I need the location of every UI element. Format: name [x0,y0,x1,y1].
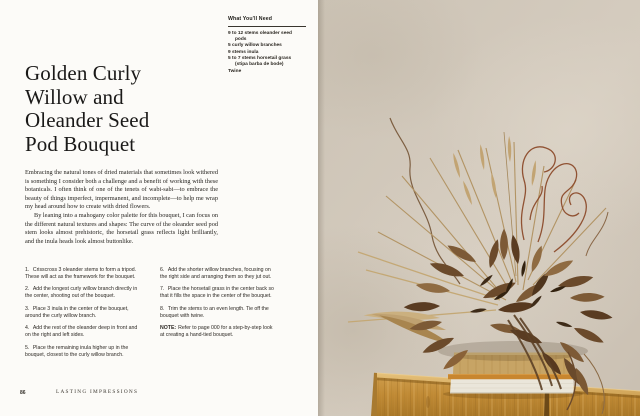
step-text: Add the shorter willow branches, focusing on the right side and arranging them so they jut out. [160,267,272,280]
materials-item: 5 curly willow branches [228,43,282,49]
page-number: 86 [20,390,26,396]
page-title-line: Golden Curly [25,61,142,85]
bouquet-photo [318,0,640,416]
step-item [25,286,142,300]
materials-list [228,16,306,76]
materials-item: 9 to 12 stems oleander seed pods [228,30,292,42]
step-item [160,286,277,300]
step-item [160,306,277,320]
left-page [0,0,318,416]
materials-item: Twine [228,69,242,75]
step-number: 6. [160,267,165,273]
step-number: 3. [25,305,30,312]
step-text: Place the horsetail grass in the center back so that it fills the space in the center of the bouquet. [160,286,274,300]
intro-paragraph-2: By leaning into a mahogany color palette for this bouquet, I can focus on the different natural textures and shapes: The curve of the oleander seed pod stem looks almost prehistoric, the horsetail grass reflects light brilliantly, and the inula heads look almost buttonlike. [25,211,218,245]
step-number: 7. [160,286,165,293]
photo-page [318,0,640,416]
steps-column-left [25,267,142,364]
step-number: 5. [25,344,30,351]
note-text: Refer to page 000 for a step-by-step look at creating a hand-tied bouquet. [160,325,273,339]
step-item [25,267,142,281]
instruction-steps [25,267,277,364]
step-item [160,267,277,281]
steps-right-list [160,267,277,320]
step-number: 2. [25,286,30,293]
intro-text [25,169,218,246]
step-text: Add the longest curly willow branch directly in the center, shooting out of the bouquet. [25,286,138,300]
step-item [25,325,142,339]
materials-item: 9 stems inula [228,49,259,55]
materials-item: 5 to 7 stems horsetail grass (stipa barba de bode) [228,56,292,68]
page-title-line: Oleander Seed [25,108,150,132]
step-number: 8. [160,305,165,312]
step-item [25,306,142,320]
note [160,325,277,339]
steps-column-right [160,267,277,364]
step-text: Trim the stems to an even length. Tie off the bouquet with twine. [160,305,269,319]
step-item [25,345,142,359]
step-number: 4. [25,325,30,332]
materials-items [228,31,306,76]
step-number: 1. [25,267,30,273]
page-title [25,62,235,156]
note-label: NOTE: [160,325,177,332]
step-text: Crisscross 3 oleander stems to form a tripod. These will act as the framework for the bouquet. [25,267,137,280]
step-text: Place the remaining inula higher up in the bouquet, closest to the curly willow branch. [25,344,129,358]
step-text: Place 3 inula in the center of the bouquet, around the curly willow branch. [25,305,129,319]
page-title-line: Pod Bouquet [25,131,136,156]
page-title-line: Willow and [25,84,124,109]
running-title: LASTING IMPRESSIONS [56,389,139,395]
materials-heading: What You'll Need [228,16,306,27]
step-text: Add the rest of the oleander deep in front and on the right and left sides. [25,325,138,339]
intro-paragraph-1: Embracing the natural tones of dried materials that sometimes look withered is something I consider both a challenge and a benefit of working with these botanicals. I often think of one of the tenets of wabi-sabi—to embrace the beauty of things imperfect, impermanent, and incomplete—to help me wrap my head around how to create with dried flowers. [25,169,218,211]
